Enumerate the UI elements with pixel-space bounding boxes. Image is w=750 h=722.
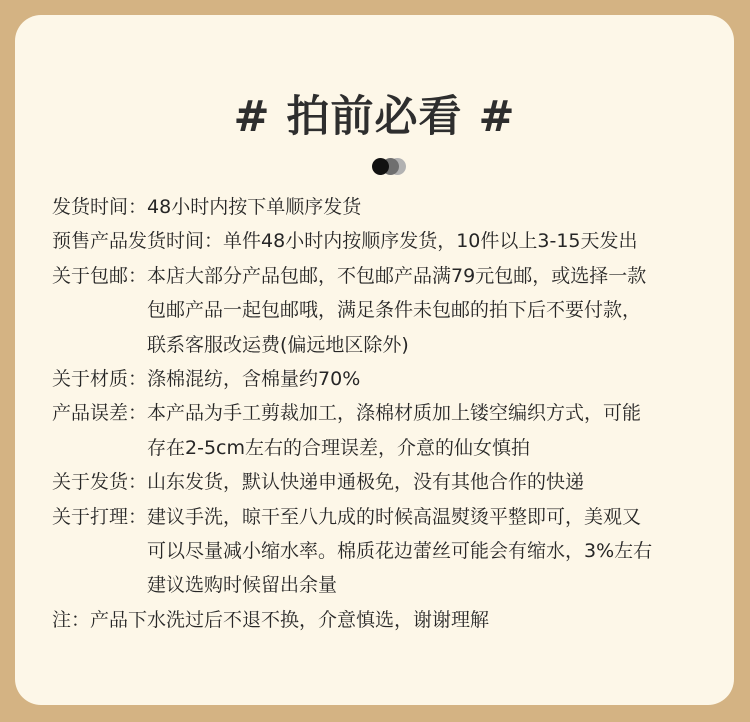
notice-text: 涤棉混纺，含棉量约70% [147, 368, 361, 391]
notice-shipping-time [52, 190, 722, 224]
notice-label: 注： [52, 608, 91, 631]
notice-size-tolerance [52, 396, 722, 465]
notice-text: 48小时内按下单顺序发货 [147, 196, 362, 218]
notice-text: 存在2-5cm左右的合理误差，介意的仙女慎拍 [147, 436, 531, 459]
notice-text: 联系客服改运费(偏远地区除外) [147, 333, 409, 356]
notice-text: 山东发货，默认快递申通极免，没有其他合作的快递 [147, 471, 585, 494]
dot-black [372, 158, 389, 175]
notice-text: 可以尽量减小缩水率。棉质花边蕾丝可能会有缩水，3%左右 [147, 540, 653, 563]
notice-text: 产品下水洗过后不退不换，介意慎选，谢谢理解 [90, 608, 490, 631]
notice-label: 关于发货： [52, 471, 148, 494]
notice-label: 发货时间： [52, 196, 148, 218]
notice-text: 本产品为手工剪裁加工，涤棉材质加上镂空编织方式，可能 [147, 402, 642, 425]
notice-shipping-origin [52, 465, 722, 499]
notice-free-shipping [52, 259, 722, 362]
notice-text: 本店大部分产品包邮，不包邮产品满79元包邮，或选择一款 [147, 264, 647, 287]
page-title: # 拍前必看 # [233, 92, 516, 142]
notice-label: 关于材质： [52, 368, 148, 391]
notice-text: 建议手洗，晾干至八九成的时候高温熨烫平整即可，美观又 [147, 505, 642, 528]
notice-return-policy [52, 603, 722, 637]
notice-material [52, 362, 722, 396]
notice-text: 包邮产品一起包邮哦，满足条件未包邮的拍下后不要付款， [147, 299, 642, 322]
notice-care [52, 500, 722, 603]
notice-label: 关于打理： [52, 505, 148, 528]
notice-label: 产品误差： [52, 402, 148, 425]
notice-label: 关于包邮： [52, 264, 148, 287]
notice-text: 建议选购时候留出余量 [147, 574, 338, 597]
notice-text: 单件48小时内按顺序发货，10件以上3-15天发出 [223, 230, 638, 253]
notice-label: 预售产品发货时间： [52, 230, 224, 253]
notice-list [52, 190, 722, 637]
decorative-dots [372, 158, 412, 176]
notice-presale-shipping [52, 224, 722, 258]
